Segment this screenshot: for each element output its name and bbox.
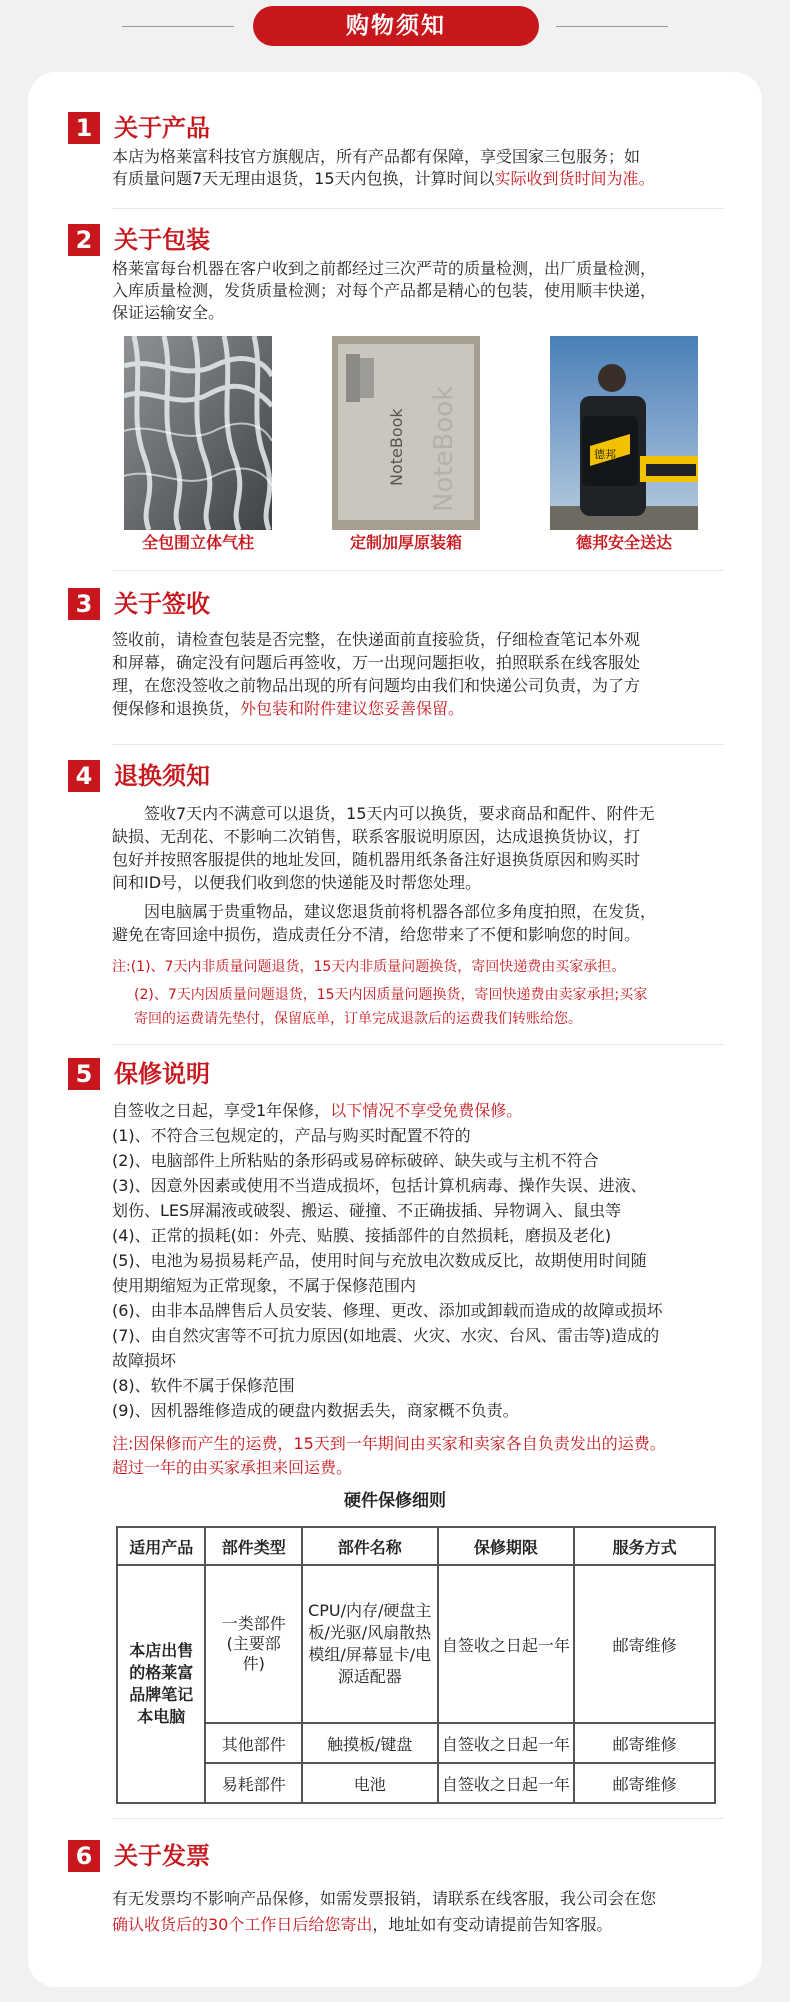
banner-line-right xyxy=(556,26,668,27)
text-line: 本店为格莱富科技官方旗舰店，所有产品都有保障，享受国家三包服务；如 xyxy=(112,147,641,166)
highlight-text: 确认收货后的30个工作日后给您寄出 xyxy=(112,1915,373,1934)
list-item: (6)、由非本品牌售后人员安装、修理、更改、添加或卸载而造成的故障或损坏 xyxy=(112,1301,663,1320)
highlight-text: 实际收到货时间为准。 xyxy=(494,169,655,188)
column-header: 适用产品 xyxy=(117,1527,205,1565)
text-line: 包好并按照客服提供的地址发回，随机器用纸条备注好退换货原因和购买时 xyxy=(112,850,641,869)
text-span: 有质量问题7天无理由退货，15天内包换，计算时间以 xyxy=(112,169,495,188)
list-item: (8)、软件不属于保修范围 xyxy=(112,1376,295,1395)
part-type-cell: 易耗部件 xyxy=(205,1763,302,1803)
section-1-text xyxy=(112,146,732,190)
list-item: 划伤、LES屏漏液或破裂、搬运、碰撞、不正确拔插、异物调入、鼠虫等 xyxy=(112,1201,622,1220)
text-line: 格莱富每台机器在客户收到之前都经过三次严苛的质量检测，出厂质量检测， xyxy=(112,259,657,278)
table-row xyxy=(117,1565,715,1723)
list-item: (5)、电池为易损易耗产品，使用时间与充放电次数成反比，故期使用时间随 xyxy=(112,1251,647,1270)
service-method-cell: 邮寄维修 xyxy=(574,1723,715,1763)
part-name-cell: 电池 xyxy=(302,1763,438,1803)
package-label-1: 全包围立体气柱 xyxy=(124,530,272,556)
section-number: 3 xyxy=(68,588,100,620)
section-title: 保修说明 xyxy=(114,1060,210,1088)
text-span: 自签收之日起，享受1年保修， xyxy=(112,1101,331,1120)
text-line: 间和ID号，以便我们收到您的快递能及时帮您处理。 xyxy=(112,873,482,892)
text-line: 入库质量检测，发货质量检测；对每个产品都是精心的包装，使用顺丰快递， xyxy=(112,281,657,300)
service-method-cell: 邮寄维修 xyxy=(574,1565,715,1723)
warranty-period-cell: 自签收之日起一年 xyxy=(438,1763,575,1803)
text-line: 有无发票均不影响产品保修，如需发票报销，请联系在线客服，我公司会在您 xyxy=(112,1889,657,1908)
warranty-period-cell: 自签收之日起一年 xyxy=(438,1565,575,1723)
package-label-2: 定制加厚原装箱 xyxy=(332,530,480,556)
note-line: 超过一年的由买家承担来回运费。 xyxy=(112,1458,353,1477)
note-line: 注:因保修而产生的运费，15天到一年期间由买家和卖家各自负责发出的运费。 xyxy=(112,1434,666,1453)
banner-title: 购物须知 xyxy=(253,6,539,46)
product-cell: 本店出售的格莱富品牌笔记本电脑 xyxy=(117,1565,205,1803)
text-line xyxy=(112,697,732,720)
note-line: (2)、7天内因质量问题退货，15天内因质量问题换货，寄回快递费由卖家承担;买家 xyxy=(134,987,648,1003)
section-title: 退换须知 xyxy=(114,762,210,790)
list-item: 故障损坏 xyxy=(112,1351,177,1370)
table-row xyxy=(117,1723,715,1763)
column-header: 服务方式 xyxy=(574,1527,715,1565)
package-label-3: 德邦安全送达 xyxy=(550,530,698,556)
divider xyxy=(112,1818,724,1819)
divider xyxy=(112,744,724,745)
warranty-exclusion-list xyxy=(112,1123,732,1423)
air-column-packaging-image xyxy=(124,336,272,530)
note-line: 寄回的运费请先垫付，保留底单，订单完成退款后的运费我们转账给您。 xyxy=(134,1011,582,1027)
text-line: 避免在寄回途中损伤，造成责任分不清，给您带来了不便和影响您的时间。 xyxy=(112,925,641,944)
highlight-text: 以下情况不享受免费保修。 xyxy=(330,1101,523,1120)
list-item: (1)、不符合三包规定的，产品与购买时配置不符的 xyxy=(112,1126,471,1145)
courier-delivery-image xyxy=(550,336,698,530)
text-line: 保证运输安全。 xyxy=(112,303,225,322)
list-item: (2)、电脑部件上所粘贴的条形码或易碎标破碎、缺失或与主机不符合 xyxy=(112,1151,599,1170)
box-embossed-text: NoteBook xyxy=(429,385,459,512)
banner-header xyxy=(0,0,790,56)
original-box-image xyxy=(332,336,480,530)
divider xyxy=(112,208,724,209)
section-number: 2 xyxy=(68,224,100,256)
text-line xyxy=(112,1912,752,1938)
list-item: (3)、因意外因素或使用不当造成损坏，包括计算机病毒、操作失误、进液、 xyxy=(112,1176,647,1195)
column-header: 部件名称 xyxy=(302,1527,438,1565)
text-line: 因电脑属于贵重物品，建议您退货前将机器各部位多角度拍照，在发货， xyxy=(144,902,657,921)
text-line xyxy=(112,168,732,190)
section-title: 关于产品 xyxy=(114,114,210,142)
section-title: 关于签收 xyxy=(114,590,210,618)
section-6-text xyxy=(112,1886,752,1938)
column-header: 部件类型 xyxy=(205,1527,302,1565)
text-span: ，地址如有变动请提前告知客服。 xyxy=(372,1915,613,1934)
section-4-text xyxy=(112,802,732,946)
section-number: 5 xyxy=(68,1058,100,1090)
text-line: 和屏幕，确定没有问题后再签收，万一出现问题拒收，拍照联系在线客服处 xyxy=(112,653,641,672)
divider xyxy=(112,570,724,571)
part-type-cell: 其他部件 xyxy=(205,1723,302,1763)
return-note xyxy=(112,956,732,1030)
text-span: 便保修和退换货， xyxy=(112,699,241,718)
warranty-intro xyxy=(112,1098,522,1123)
list-item: (4)、正常的损耗(如：外壳、贴膜、接插部件的自然损耗，磨损及老化) xyxy=(112,1226,612,1245)
section-title: 关于发票 xyxy=(114,1842,210,1870)
highlight-text: 外包装和附件建议您妥善保留。 xyxy=(240,699,465,718)
divider xyxy=(112,1044,724,1045)
part-name-cell: CPU/内存/硬盘主板/光驱/风扇散热模组/屏幕显卡/电源适配器 xyxy=(302,1565,438,1723)
section-number: 1 xyxy=(68,112,100,144)
part-name-cell: 触摸板/键盘 xyxy=(302,1723,438,1763)
warranty-period-cell: 自签收之日起一年 xyxy=(438,1723,575,1763)
list-item: (7)、由自然灾害等不可抗力原因(如地震、火灾、水灾、台风、雷击等)造成的 xyxy=(112,1326,660,1345)
table-header-row xyxy=(117,1527,715,1565)
section-3-text xyxy=(112,628,732,720)
list-item: 使用期缩短为正常现象，不属于保修范围内 xyxy=(112,1276,417,1295)
text-line: 理，在您没签收之前物品出现的所有问题均由我们和快递公司负责，为了方 xyxy=(112,676,641,695)
banner-line-left xyxy=(122,26,234,27)
text-line: 缺损、无刮花、不影响二次销售，联系客服说明原因，达成退换货协议，打 xyxy=(112,827,641,846)
box-label-text: NoteBook xyxy=(387,408,406,486)
part-type-cell: 一类部件(主要部件) xyxy=(205,1565,302,1723)
note-line: 注:(1)、7天内非质量问题退货，15天内非质量问题换货，寄回快递费由买家承担。 xyxy=(112,959,626,975)
courier-logo-text: 德邦 xyxy=(594,448,616,461)
table-row xyxy=(117,1763,715,1803)
text-line: 签收前，请检查包装是否完整，在快递面前直接验货，仔细检查笔记本外观 xyxy=(112,630,641,649)
warranty-shipping-note xyxy=(112,1432,742,1480)
warranty-table xyxy=(116,1526,716,1804)
section-number: 6 xyxy=(68,1840,100,1872)
section-title: 关于包装 xyxy=(114,226,210,254)
warranty-table-title: 硬件保修细则 xyxy=(344,1491,446,1511)
section-number: 4 xyxy=(68,760,100,792)
list-item: (9)、因机器维修造成的硬盘内数据丢失，商家概不负责。 xyxy=(112,1401,519,1420)
column-header: 保修期限 xyxy=(438,1527,575,1565)
text-line: 签收7天内不满意可以退货，15天内可以换货，要求商品和配件、附件无 xyxy=(144,804,655,823)
section-2-text xyxy=(112,258,732,324)
service-method-cell: 邮寄维修 xyxy=(574,1763,715,1803)
